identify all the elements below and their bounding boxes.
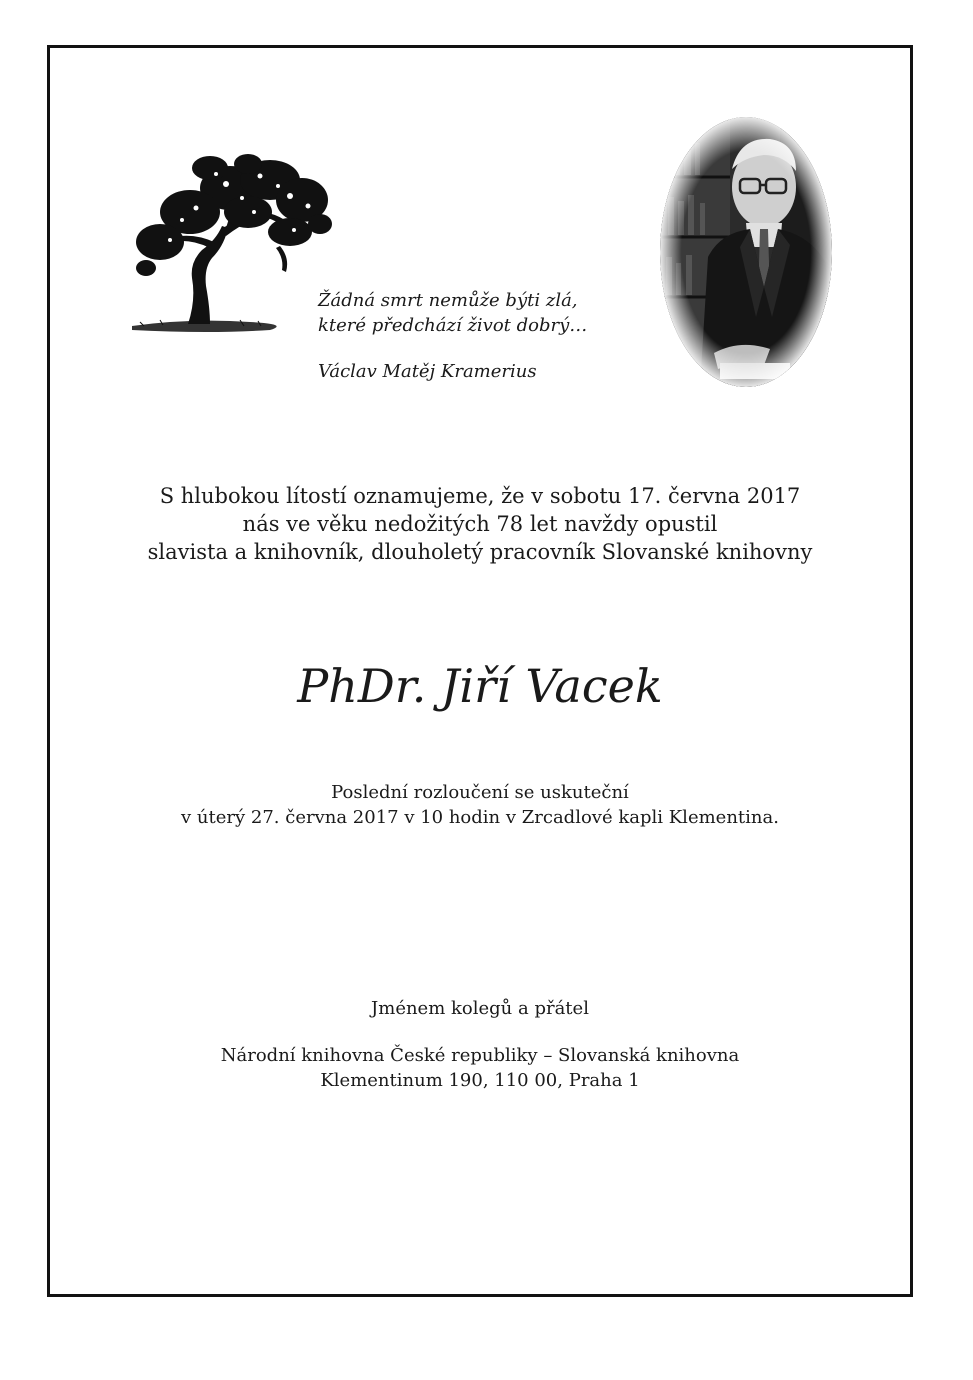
- signature-block: [47, 996, 913, 1093]
- farewell-line: Poslední rozloučení se uskuteční: [331, 782, 629, 803]
- on-behalf-line: Jménem kolegů a přátel: [371, 998, 589, 1019]
- tree-illustration-icon: [130, 150, 335, 335]
- motto-quote: [318, 288, 587, 384]
- farewell-line: v úterý 27. června 2017 v 10 hodin v Zrcadlové kapli Klementina.: [181, 807, 779, 828]
- portrait-photo: [660, 117, 832, 387]
- announcement-line: slavista a knihovník, dlouholetý pracovník Slovanské knihovny: [147, 540, 813, 564]
- announcement-line: S hlubokou lítostí oznamujeme, že v sobotu 17. června 2017: [159, 484, 801, 508]
- farewell-info: [47, 780, 913, 830]
- address-line: Klementinum 190, 110 00, Praha 1: [320, 1070, 640, 1091]
- organization-line: Národní knihovna České republiky – Slovanská knihovna: [220, 1045, 740, 1066]
- motto-line: Žádná smrt nemůže býti zlá,: [318, 290, 578, 311]
- deceased-name: PhDr. Jiří Vacek: [297, 659, 663, 713]
- motto-author: Václav Matěj Kramerius: [318, 361, 537, 382]
- announcement-line: nás ve věku nedožitých 78 let navždy opustil: [242, 512, 718, 536]
- announcement: [47, 482, 913, 566]
- motto-line: které předchází život dobrý…: [318, 315, 588, 336]
